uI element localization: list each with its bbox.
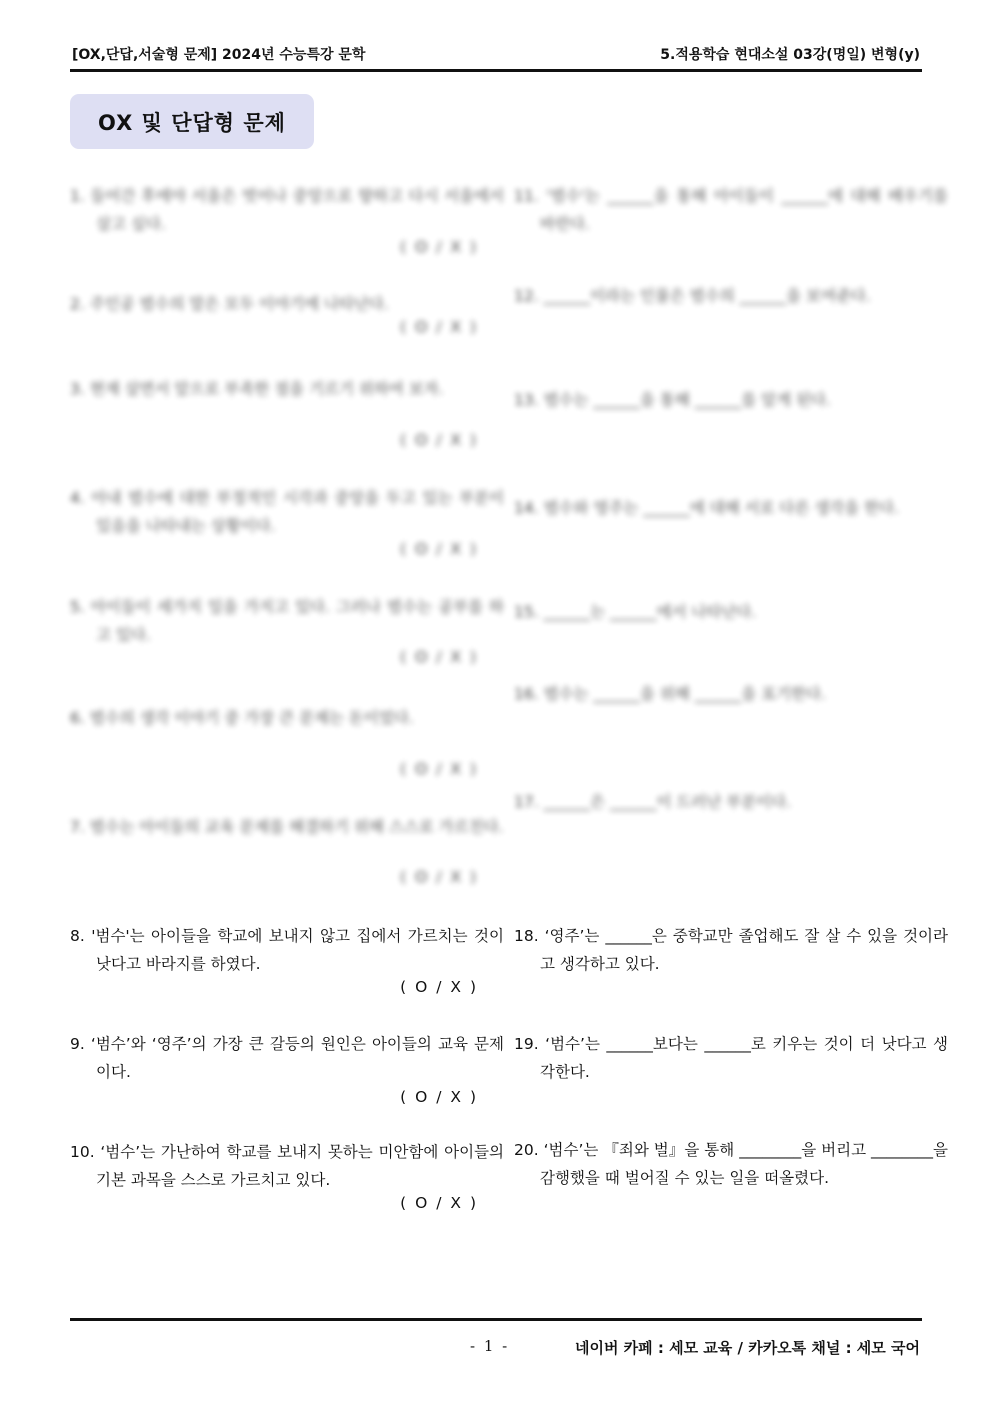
question-12: 12. ______이라는 인물은 범수의 ______을 보여준다. (514, 287, 871, 305)
question-16: 16. 범수는 ______을 위해 ______을 포기한다. (514, 685, 826, 703)
ox-mark-1: ( O / X ) (400, 238, 478, 256)
ox-mark-3: ( O / X ) (400, 431, 478, 449)
question-5: 5. 아이들이 세가지 일을 가지고 있다. 그러나 범수는 공부를 하고 있다. (70, 598, 504, 644)
section-title: OX 및 단답형 문제 (70, 94, 314, 149)
footer-contact: 네이버 카페 : 세모 교육 / 카카오톡 채널 : 세모 국어 (574, 1339, 920, 1357)
question-15: 15. ______는 ______에서 나타난다. (514, 603, 757, 621)
top-rule (70, 69, 922, 72)
ox-mark-6: ( O / X ) (400, 760, 478, 778)
question-3: 3. 현재 살면서 앞으로 부족한 점을 기르기 위하여 보자. (70, 380, 444, 398)
question-9: 9. ‘범수’와 ‘영주’의 가장 큰 갈등의 원인은 아이들의 교육 문제이다. (70, 1035, 504, 1081)
ox-mark-5: ( O / X ) (400, 648, 478, 666)
question-6: 6. 범수의 생각 이야기 중 가장 큰 문제는 돈이었다. (70, 709, 414, 727)
question-17: 17. ______은 ______이 드러난 부분이다. (514, 793, 792, 811)
ox-mark-9: ( O / X ) (400, 1088, 478, 1106)
header-right-title: 5.적용학습 현대소설 03강(명일) 변형(y) (660, 47, 920, 63)
bottom-rule (70, 1318, 922, 1321)
ox-mark-2: ( O / X ) (400, 318, 478, 336)
question-19: 19. ‘범수’는 ______보다는 ______로 키우는 것이 더 낫다고 생각한다. (514, 1035, 948, 1081)
ox-mark-4: ( O / X ) (400, 540, 478, 558)
header-left-title: [OX,단답,서술형 문제] 2024년 수능특강 문학 (72, 47, 366, 63)
ox-mark-7: ( O / X ) (400, 868, 478, 886)
question-7: 7. 범수는 아이들의 교육 문제를 해결하기 위해 스스로 가르친다. (70, 818, 504, 836)
question-14: 14. 범수와 영주는 ______에 대해 서로 다른 생각을 한다. (514, 499, 900, 517)
question-2: 2. 주인공 범수의 말은 모두 이야기에 나타난다. (70, 295, 389, 313)
question-4: 4. 아내 범수에 대한 부정적인 시각과 중앙을 두고 있는 부분이 있음을 나타내는 상황이다. (70, 489, 504, 535)
question-13: 13. 범수는 ______을 통해 ______를 알게 된다. (514, 391, 831, 409)
question-10: 10. ‘범수’는 가난하여 학교를 보내지 못하는 미안함에 아이들의 기본 과목을 스스로 가르치고 있다. (70, 1143, 504, 1189)
ox-mark-8: ( O / X ) (400, 978, 478, 996)
question-1: 1. 들어간 후에야 서울은 벗어나 중앙으로 향하고 다시 서울에서 살고 싶다. (70, 187, 504, 233)
question-20: 20. ‘범수’는 『죄와 벌』을 통해 ________을 버리고 ________을 감행했을 때 벌어질 수 있는 일을 떠올렸다. (514, 1141, 948, 1187)
ox-mark-10: ( O / X ) (400, 1194, 478, 1212)
question-18: 18. ‘영주’는 ______은 중학교만 졸업해도 잘 살 수 있을 것이라고 생각하고 있다. (514, 927, 948, 973)
question-8: 8. '범수'는 아이들을 학교에 보내지 않고 집에서 가르치는 것이 낫다고 바라지를 하였다. (70, 927, 504, 973)
page-number: - 1 - (470, 1337, 510, 1355)
question-11: 11. '범수'는 ______을 통해 아이들이 ______에 대해 배우기를 바란다. (514, 187, 948, 233)
